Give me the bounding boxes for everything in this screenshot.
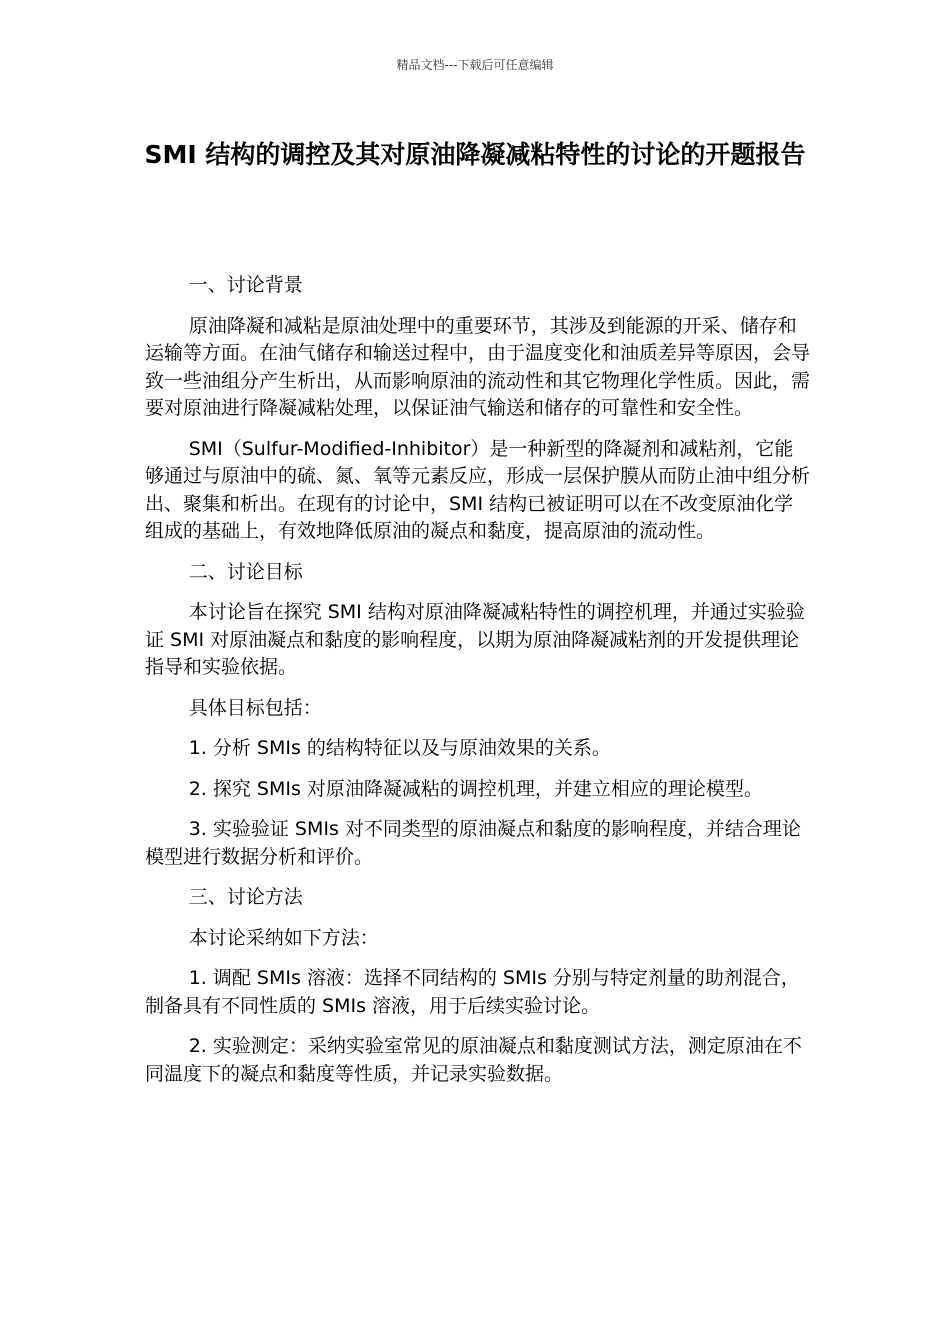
section-heading-methods: 三、讨论方法 <box>188 886 303 908</box>
list-intro: 本讨论采纳如下方法： <box>188 926 379 949</box>
list-item: 2. 探究 SMIs 对原油降凝减粘的调控机理，并建立相应的理论模型。 <box>188 777 763 800</box>
list-item: 2. 实验测定：采纳实验室常见的原油凝点和黏度测试方法，测定原油在不同温度下的凝点和黏度等性质，并记录实验数据。 <box>145 1035 802 1085</box>
document-body <box>145 272 810 1101</box>
paragraph: SMI（Sulfur-Modified-Inhibitor）是一种新型的降凝剂和减粘剂，它能够通过与原油中的硫、氮、氧等元素反应，形成一层保护膜从而防止油中组分析出、聚集和析出。在现有的讨论中，SMI 结构已被证明可以在不改变原油化学组成的基础上，有效地降低原油的凝点和黏度，提高原油的流动性。 <box>145 437 811 542</box>
paragraph: 本讨论旨在探究 SMI 结构对原油降凝减粘特性的调控机理，并通过实验验证 SMI 对原油凝点和黏度的影响程度，以期为原油降凝减粘剂的开发提供理论指导和实验依据。 <box>145 601 805 678</box>
page-header: 精品文档---下载后可任意编辑 <box>396 58 554 72</box>
document-title: SMI 结构的调控及其对原油降凝减粘特性的讨论的开题报告 <box>144 140 806 169</box>
list-item: 1. 分析 SMIs 的结构特征以及与原油效果的关系。 <box>188 737 611 759</box>
section-heading-goals: 二、讨论目标 <box>188 560 303 583</box>
paragraph: 原油降凝和减粘是原油处理中的重要环节，其涉及到能源的开采、储存和运输等方面。在油气储存和输送过程中，由于温度变化和油质差异等原因，会导致一些油组分产生析出，从而影响原油的流动性和其它物理化学性质。因此，需要对原油进行降凝减粘处理，以保证油气输送和储存的可靠性和安全性。 <box>145 314 811 419</box>
list-item: 3. 实验验证 SMIs 对不同类型的原油凝点和黏度的影响程度，并结合理论模型进行数据分析和评价。 <box>145 818 801 868</box>
list-item: 1. 调配 SMIs 溶液：选择不同结构的 SMIs 分别与特定剂量的助剂混合，制备具有不同性质的 SMIs 溶液，用于后续实验讨论。 <box>145 967 800 1017</box>
list-intro: 具体目标包括： <box>188 696 322 719</box>
section-heading-background: 一、讨论背景 <box>188 274 303 296</box>
